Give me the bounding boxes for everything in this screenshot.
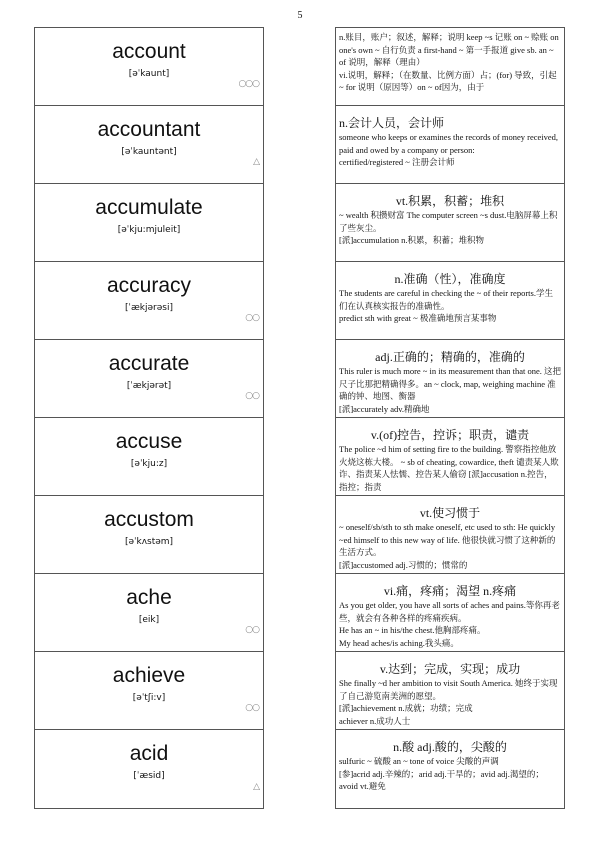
- definition-line: [派]achievement n.成就；功绩；完成: [339, 703, 473, 713]
- definition-line: He has an ~ in his/the chest.他胸部疼痛。: [339, 625, 486, 635]
- headword: accustom: [104, 508, 194, 531]
- definition-line: [派]accustomed adj.习惯的；惯常的: [339, 559, 468, 570]
- definition-heading: vt.使习惯于: [419, 506, 481, 520]
- definition-card: [335, 105, 565, 183]
- word-card: [34, 573, 264, 651]
- headword: accurate: [108, 352, 190, 375]
- phonetic: [əˈkju:mjuleit]: [117, 225, 181, 235]
- word-card: [34, 495, 264, 573]
- definition-line: [派]accumulation n.积累，积蓄；堆积物: [339, 235, 484, 245]
- headword: ache: [126, 586, 172, 609]
- definition-line: ~ wealth 积攒财富 The computer screen ~s dust.电脑屏幕上积了些灰尘。: [339, 210, 558, 233]
- headword: achieve: [112, 664, 186, 687]
- definition-card: [335, 417, 565, 495]
- page-number: 5: [297, 10, 303, 21]
- word-card: [34, 651, 264, 729]
- definition-line: sulfuric ~ 硫酸 an ~ tone of voice 尖酸的声调: [339, 756, 499, 766]
- phonetic: [eik]: [138, 615, 160, 625]
- definition-card: [335, 261, 565, 339]
- definition-line: vi.说明，解释；（在数量、比例方面）占；(for) 导致，引起~ for 说明（原因等）on ~ of因为，由于: [339, 69, 557, 92]
- phonetic: [əˈkʌstəm]: [124, 537, 174, 547]
- word-card: [34, 417, 264, 495]
- definition-line: The police ~d him of setting fire to the building. 警察指控他放火烧这栋大楼。 ~ sb of cheating, cowardice, theft 谴责某人欺诈、指责某人怯懦、控告某人偷窃 [派]accusation n.控告，指控；指责: [339, 444, 559, 492]
- definition-card: [335, 729, 565, 809]
- definition-line: She finally ~d her ambition to visit South America. 她终于实现了自己游览南美洲的愿望。: [339, 678, 558, 701]
- phonetic: [ˈækjərəsi]: [124, 303, 173, 313]
- difficulty-mark: ○○: [245, 313, 259, 323]
- definition-card: [335, 651, 565, 729]
- definition-line: certified/registered ~ 注册会计师: [339, 157, 455, 167]
- definition-line: As you get older, you have all sorts of aches and pains.等你再老些，就会有各种各样的疼痛疾病。: [339, 600, 560, 623]
- difficulty-mark: ○○: [245, 625, 259, 635]
- headword: accountant: [97, 118, 201, 141]
- word-card: [34, 339, 264, 417]
- definition-card: [335, 27, 565, 105]
- headword: accuse: [115, 430, 183, 453]
- definition-line: The students are careful in checking the ~ of their reports.学生们在认真核实报告的准确性。: [339, 288, 553, 311]
- phonetic: [ˈæsid]: [133, 771, 165, 781]
- word-card: [34, 27, 264, 105]
- definition-line: My head aches/is aching.我头痛。: [339, 637, 459, 648]
- definition-line: This ruler is much more ~ in its measurement than that one. 这把尺子比那把精确得多。an ~ clock, map, weighing machine 准确的钟、地图、衡器: [339, 366, 562, 401]
- word-card: [34, 183, 264, 261]
- definition-heading: n.酸 adj.酸的，尖酸的: [393, 740, 507, 754]
- word-column: [34, 27, 264, 809]
- definition-card: [335, 183, 565, 261]
- definition-heading: n.准确（性），准确度: [394, 272, 506, 286]
- word-card: [34, 105, 264, 183]
- phonetic: [əˈkju:z]: [130, 459, 168, 469]
- definition-line: predict sth with great ~ 极准确地预言某事物: [339, 313, 497, 323]
- headword: accumulate: [95, 196, 203, 219]
- difficulty-mark: ○○○: [238, 79, 259, 89]
- difficulty-mark: ○○: [245, 391, 259, 401]
- definition-card: [335, 339, 565, 417]
- definition-line: [参]acrid adj.辛辣的；arid adj.干旱的；avid adj.渴望的；avoid vt.避免: [339, 768, 544, 791]
- phonetic: [ˈækjərət]: [126, 381, 172, 391]
- word-card: [34, 261, 264, 339]
- definition-column: [335, 27, 565, 809]
- definition-heading: n.会计人员，会计师: [339, 116, 445, 130]
- definition-line: ~ oneself/sb/sth to sth make oneself, etc used to sth: He quickly ~ed himself to this new way of life. 他很快就习惯了这种新的生活方式。: [339, 522, 556, 557]
- definition-line: [派]accurately adv.精确地: [339, 403, 430, 414]
- definition-line: n.账目，账户；叙述，解释；说明 keep ~s 记账 on ~ 赊账 on one's own ~ 自行负责 a first-hand ~ 第一手报道 give sb. an ~ of 说明，解释（理由）: [339, 32, 559, 67]
- difficulty-mark: △: [253, 782, 259, 792]
- phonetic: [əˈkaunt]: [128, 69, 170, 79]
- phonetic: [əˈtʃi:v]: [132, 693, 166, 703]
- difficulty-mark: ○○: [245, 703, 259, 713]
- word-card: [34, 729, 264, 809]
- difficulty-mark: △: [253, 157, 259, 167]
- definition-card: [335, 573, 565, 651]
- definition-line: someone who keeps or examines the records of money received, paid and owed by a company or person:: [339, 132, 559, 155]
- definition-line: achiever n.成功人士: [339, 715, 411, 726]
- definition-heading: vi.痛，疼痛；渴望 n.疼痛: [383, 584, 517, 598]
- headword: acid: [129, 742, 169, 765]
- phonetic: [əˈkauntənt]: [121, 147, 177, 157]
- definition-heading: adj.正确的；精确的，准确的: [375, 350, 525, 364]
- definition-heading: vt.积累，积蓄；堆积: [395, 194, 505, 208]
- definition-card: [335, 495, 565, 573]
- headword: accuracy: [106, 274, 192, 297]
- headword: account: [112, 40, 186, 63]
- definition-heading: v.(of)控告，控诉；职责，谴责: [370, 428, 530, 442]
- definition-heading: v.达到；完成，实现；成功: [379, 662, 521, 676]
